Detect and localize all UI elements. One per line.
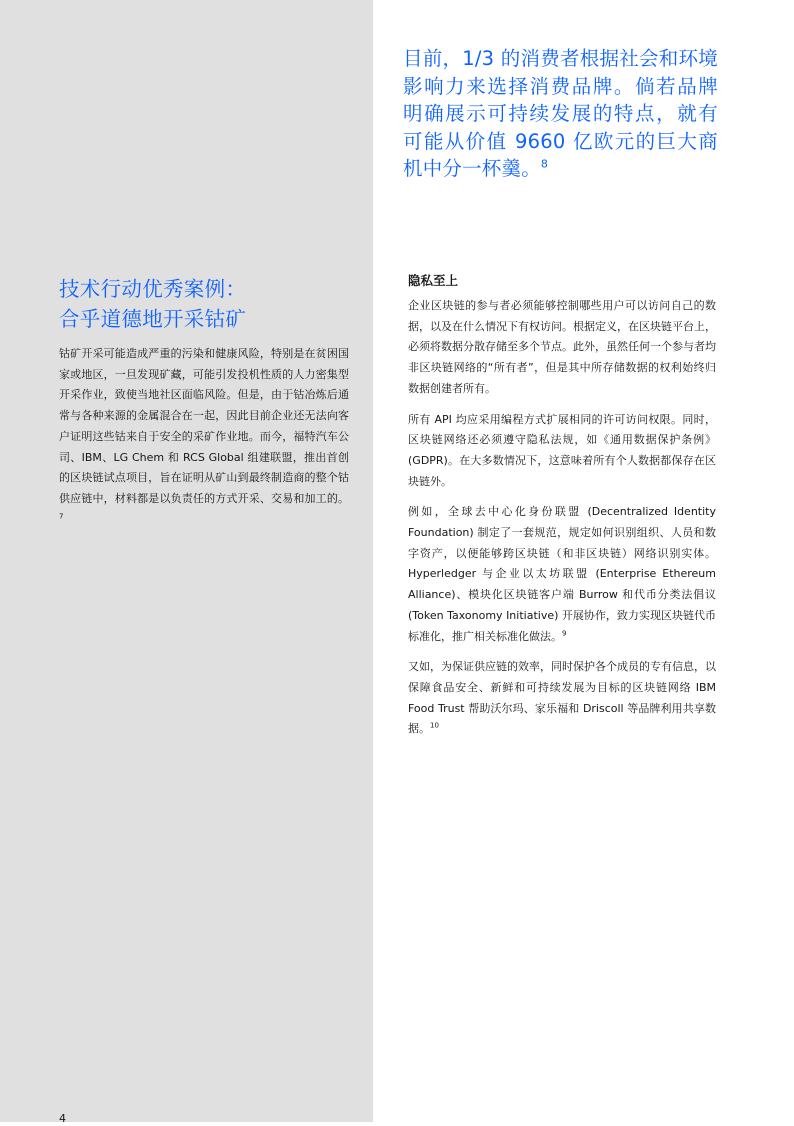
privacy-paragraph	[408, 410, 716, 493]
footnote-marker: 9	[562, 628, 567, 637]
privacy-paragraph	[408, 296, 716, 400]
privacy-paragraph-text: 所有 API 均应采用编程方式扩展相同的许可访问权限。同时，区块链网络还必须遵守隐私法规，如《通用数据保护条例》(GDPR)。在大多数情况下，这意味着所有个人数据都保存在区块链外。	[408, 412, 716, 488]
page-number: 4	[59, 1112, 66, 1125]
privacy-paragraph-text: 又如，为保证供应链的效率，同时保护各个成员的专有信息，以保障食品安全、新鲜和可持续发展为目标的区块链网络 IBM Food Trust 帮助沃尔玛、家乐福和 Driscoll 等品牌利用共享数据。	[408, 660, 716, 736]
pull-quote-text: 目前，1/3 的消费者根据社会和环境影响力来选择消费品牌。倘若品牌明确展示可持续发展的特点，就有可能从价值 9660 亿欧元的巨大商机中分一杯羹。	[403, 47, 718, 180]
case-study-title-line2: 合乎道德地开采钴矿	[59, 307, 247, 331]
footnote-marker: 7	[59, 511, 64, 520]
privacy-paragraph	[408, 502, 716, 647]
privacy-paragraph	[408, 657, 716, 740]
privacy-paragraph-text: 企业区块链的参与者必须能够控制哪些用户可以访问自己的数据，以及在什么情况下有权访问。根据定义，在区块链平台上，必须将数据分散存储至多个节点。此外，虽然任何一个参与者均非区块链网络的“所有者”，但是其中所存储数据的权利始终归数据创建者所有。	[408, 299, 716, 395]
privacy-heading: 隐私至上	[408, 273, 459, 288]
case-study-body-text: 钴矿开采可能造成严重的污染和健康风险，特别是在贫困国家或地区，一旦发现矿藏，可能引发投机性质的人力密集型开采作业，致使当地社区面临风险。但是，由于钴冶炼后通常与各种来源的金属混合在一起，因此目前企业还无法向客户证明这些钴来自于安全的采矿作业地。而今，福特汽车公司、IBM、LG Chem 和 RCS Global 组建联盟，推出首创的区块链试点项目，旨在证明从矿山到最终制造商的整个钴供应链中，材料都是以负责任的方式开采、交易和加工的。	[59, 347, 349, 505]
privacy-paragraph-text: 例如，全球去中心化身份联盟 (Decentralized Identity Foundation) 制定了一套规范，规定如何识别组织、人员和数字资产，以便能够跨区块链（和非区块链）网络识别实体。Hyperledger 与企业以太坊联盟 (Enterprise Ethereum Alliance)、模块化区块链客户端 Burrow 和代币分类法倡议 (Token Taxonomy Initiative) 开展协作，致力实现区块链代币标准化，推广相关标准化做法。	[408, 505, 716, 643]
footnote-marker: 8	[540, 157, 549, 171]
case-study-title-line1: 技术行动优秀案例：	[59, 277, 247, 301]
case-study-title	[59, 274, 359, 334]
privacy-section-body	[408, 296, 716, 750]
footnote-marker: 10	[430, 721, 439, 730]
pull-quote	[403, 45, 718, 183]
case-study-body	[59, 344, 349, 530]
left-sidebar-panel	[0, 0, 373, 1125]
